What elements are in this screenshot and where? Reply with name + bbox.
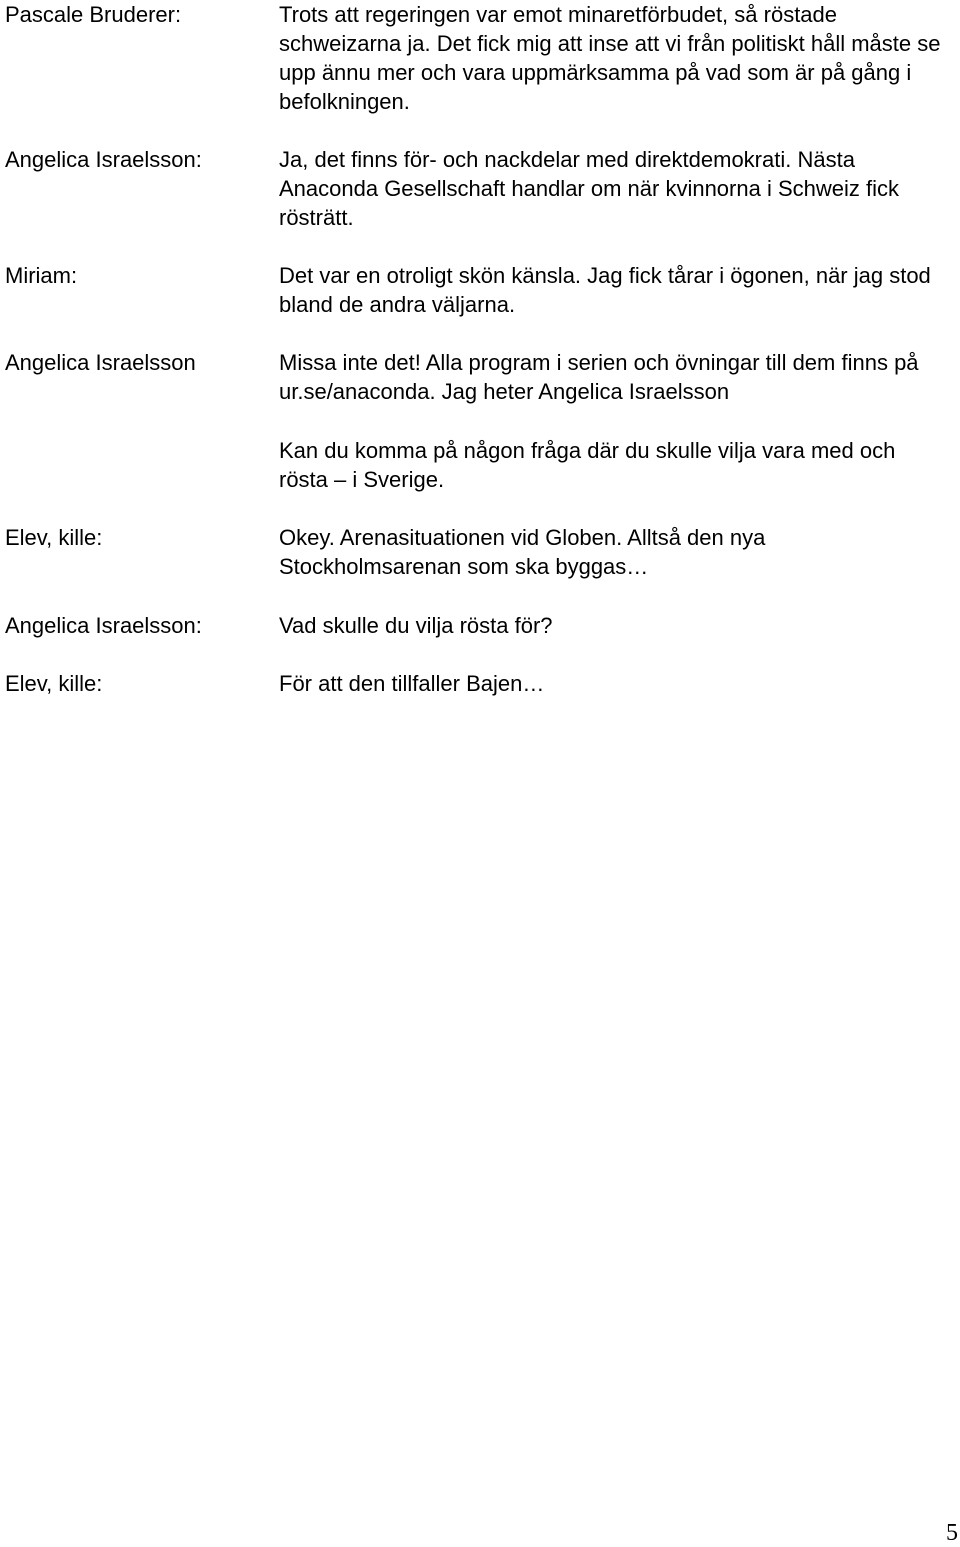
speaker-label: Miriam: — [5, 263, 78, 288]
speaker-label: Angelica Israelsson — [5, 350, 196, 375]
speaker-label: Angelica Israelsson: — [5, 613, 202, 638]
utterance-text: Okey. Arenasituationen vid Globen. Alltså den nya Stockholmsarenan som ska byggas… — [279, 525, 766, 579]
speaker-label: Angelica Israelsson: — [5, 147, 202, 172]
utterance-text: För att den tillfaller Bajen… — [279, 671, 545, 696]
speaker-label: Pascale Bruderer: — [5, 2, 182, 27]
utterance-text: Ja, det finns för- och nackdelar med direktdemokrati. Nästa Anaconda Gesellschaft handlar om när kvinnorna i Schweiz fick rösträtt. — [279, 147, 899, 230]
utterance-text: Trots att regeringen var emot minaretförbudet, så röstade schweizarna ja. Det fick mig att inse att vi från politiskt håll måste se upp ännu mer och vara uppmärksamma på vad som är på gång i befolkningen. — [279, 2, 941, 114]
utterance-text: Kan du komma på någon fråga där du skulle vilja vara med och rösta – i Sverige. — [279, 438, 896, 492]
speaker-label: Elev, kille: — [5, 525, 103, 550]
page-number: 5 — [946, 1520, 958, 1546]
speaker-label: Elev, kille: — [5, 671, 103, 696]
utterance-text: Det var en otroligt skön känsla. Jag fick tårar i ögonen, när jag stod bland de andra väljarna. — [279, 263, 931, 317]
utterance-text: Missa inte det! Alla program i serien och övningar till dem finns på ur.se/anaconda. Jag heter Angelica Israelsson — [279, 350, 919, 404]
utterance-text: Vad skulle du vilja rösta för? — [279, 613, 553, 638]
